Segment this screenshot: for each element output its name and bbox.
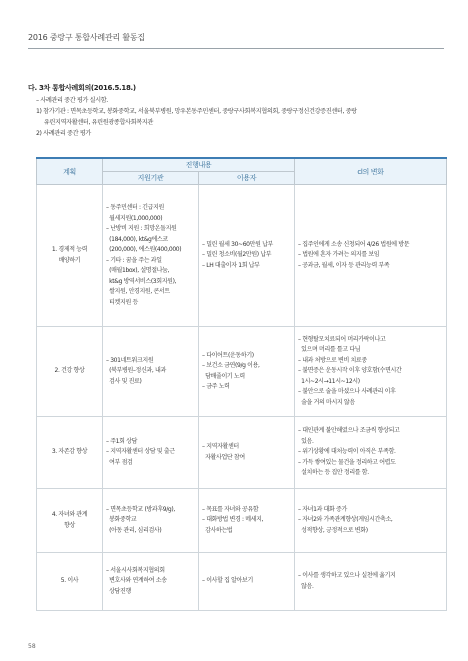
org-cell: – 서울시사회복지협의회 변호사와 연계하여 소송 상담진행 xyxy=(103,553,199,611)
change-cell: – 집주인에게 소송 신청되어 4/26 법원에 방문 – 법원에 혼자 가려는 의지를 보임 – 공과금, 월세, 이자 등 관리능력 부족 xyxy=(295,185,447,327)
org-cell: – 주1회 상담 – 지역자활센터 상담 및 출근 여부 점검 xyxy=(103,417,199,489)
header-org: 지원기관 xyxy=(103,172,199,185)
org-cell: – 동주민센터 : 긴급지원 월세지원(1,000,000) – 난방비 지원 : 희망온돌지원 (184,000), kt&g에스코 (200,000), 에스원(400,000) – 기타 : 꿈을 주는 과일 (매월1box), 설명절나눔, kt&g 방역서비스(3회지원), 쌀지원, 안경지원, 콘서트 티켓지원 등 xyxy=(103,185,199,327)
user-cell: – 목표를 자녀와 공유함 – 대화방법 변경 : 메세지, 감사하는법 xyxy=(199,489,295,553)
user-cell: – 이사할 집 알아보기 xyxy=(199,553,295,611)
user-cell: – 지역자활센터 자활사업단 참여 xyxy=(199,417,295,489)
section-title: 다. 3차 통합사례회의(2016.5.18.) xyxy=(28,84,136,92)
change-cell: – 대인관계 불안해였으나 조금씩 향상되고 있음. – 위기상황에 대처능력이 아직은 부족함. – 가득 쌓여있는 물건을 정리하고 어렵도 설치하는 등 집안 정리를 함. xyxy=(295,417,447,489)
evaluation-table-wrapper xyxy=(36,157,446,611)
plan-cell: 4. 자녀와 관계 향상 xyxy=(37,489,103,553)
section-intro xyxy=(36,95,357,139)
intro-line: 2) 사례관리 중간 평가 xyxy=(36,130,91,137)
org-cell: – 면목초등학교 (방과후9/g), 봉화중학교 (아동 관리, 심리검사) xyxy=(103,489,199,553)
change-cell: – 현형탈모치료되어 머리카락이나고 있으며 머리를 틀고 다님 – 내과 처방으로 변비 치료중 – 불면증은 운동시작 이후 양호함(수면시간 1시~2시→11시~12시) – 불안으로 술을 마셨으나 사례관리 이후 술을 거의 마시지 않음 xyxy=(295,327,447,417)
table-row xyxy=(37,553,447,611)
intro-line: 1) 참가기관 : 면목초등학교, 봉화중학교, 서울북부병원, 망우본동주민센터, 중랑구사회복지협의회, 중랑구정신건강증진센터, 중랑 xyxy=(36,108,357,115)
table-row xyxy=(37,417,447,489)
header-change: cl의 변화 xyxy=(295,158,447,185)
change-cell: – 이사를 생각하고 있으나 실천에 옮기지 않음. xyxy=(295,553,447,611)
plan-cell: 3. 자존감 향상 xyxy=(37,417,103,489)
evaluation-table xyxy=(36,157,447,611)
table-row xyxy=(37,185,447,327)
plan-cell: 1. 경제적 능력 배양하기 xyxy=(37,185,103,327)
table-row xyxy=(37,489,447,553)
intro-line: – 사례관리 중간 평가 실시함. xyxy=(36,97,108,104)
header-divider xyxy=(28,48,444,49)
header-plan: 계획 xyxy=(37,158,103,185)
plan-cell: 2. 건강 향상 xyxy=(37,327,103,417)
page-number: 58 xyxy=(28,643,36,650)
user-cell: – 다이어트(운동하기) – 보건소 금연(9/g 이용, 담배줄이기 노력 – 금주 노력 xyxy=(199,327,295,417)
intro-line: 유린지역자활센터, 유린원광종합사회복지관 xyxy=(36,119,153,126)
plan-cell: 5. 이사 xyxy=(37,553,103,611)
change-cell: – 자녀1과 대화 증가 – 자녀2와 가족관계향상(게임시간축소, 성적향상, 긍정적으로 변화) xyxy=(295,489,447,553)
user-cell: – 밀린 월세 30~60만원 납부 – 밀린 청소비(월2만원) 납부 – LH 대출이자 1회 납부 xyxy=(199,185,295,327)
header-support: 진행내용 xyxy=(103,158,295,172)
header-user: 이용자 xyxy=(199,172,295,185)
page-header-title: 2016 중랑구 통합사례관리 활동집 xyxy=(28,33,145,42)
org-cell: – 301네트워크지원 (북부병원–정신과, 내과 검사 및 진료) xyxy=(103,327,199,417)
table-row xyxy=(37,327,447,417)
